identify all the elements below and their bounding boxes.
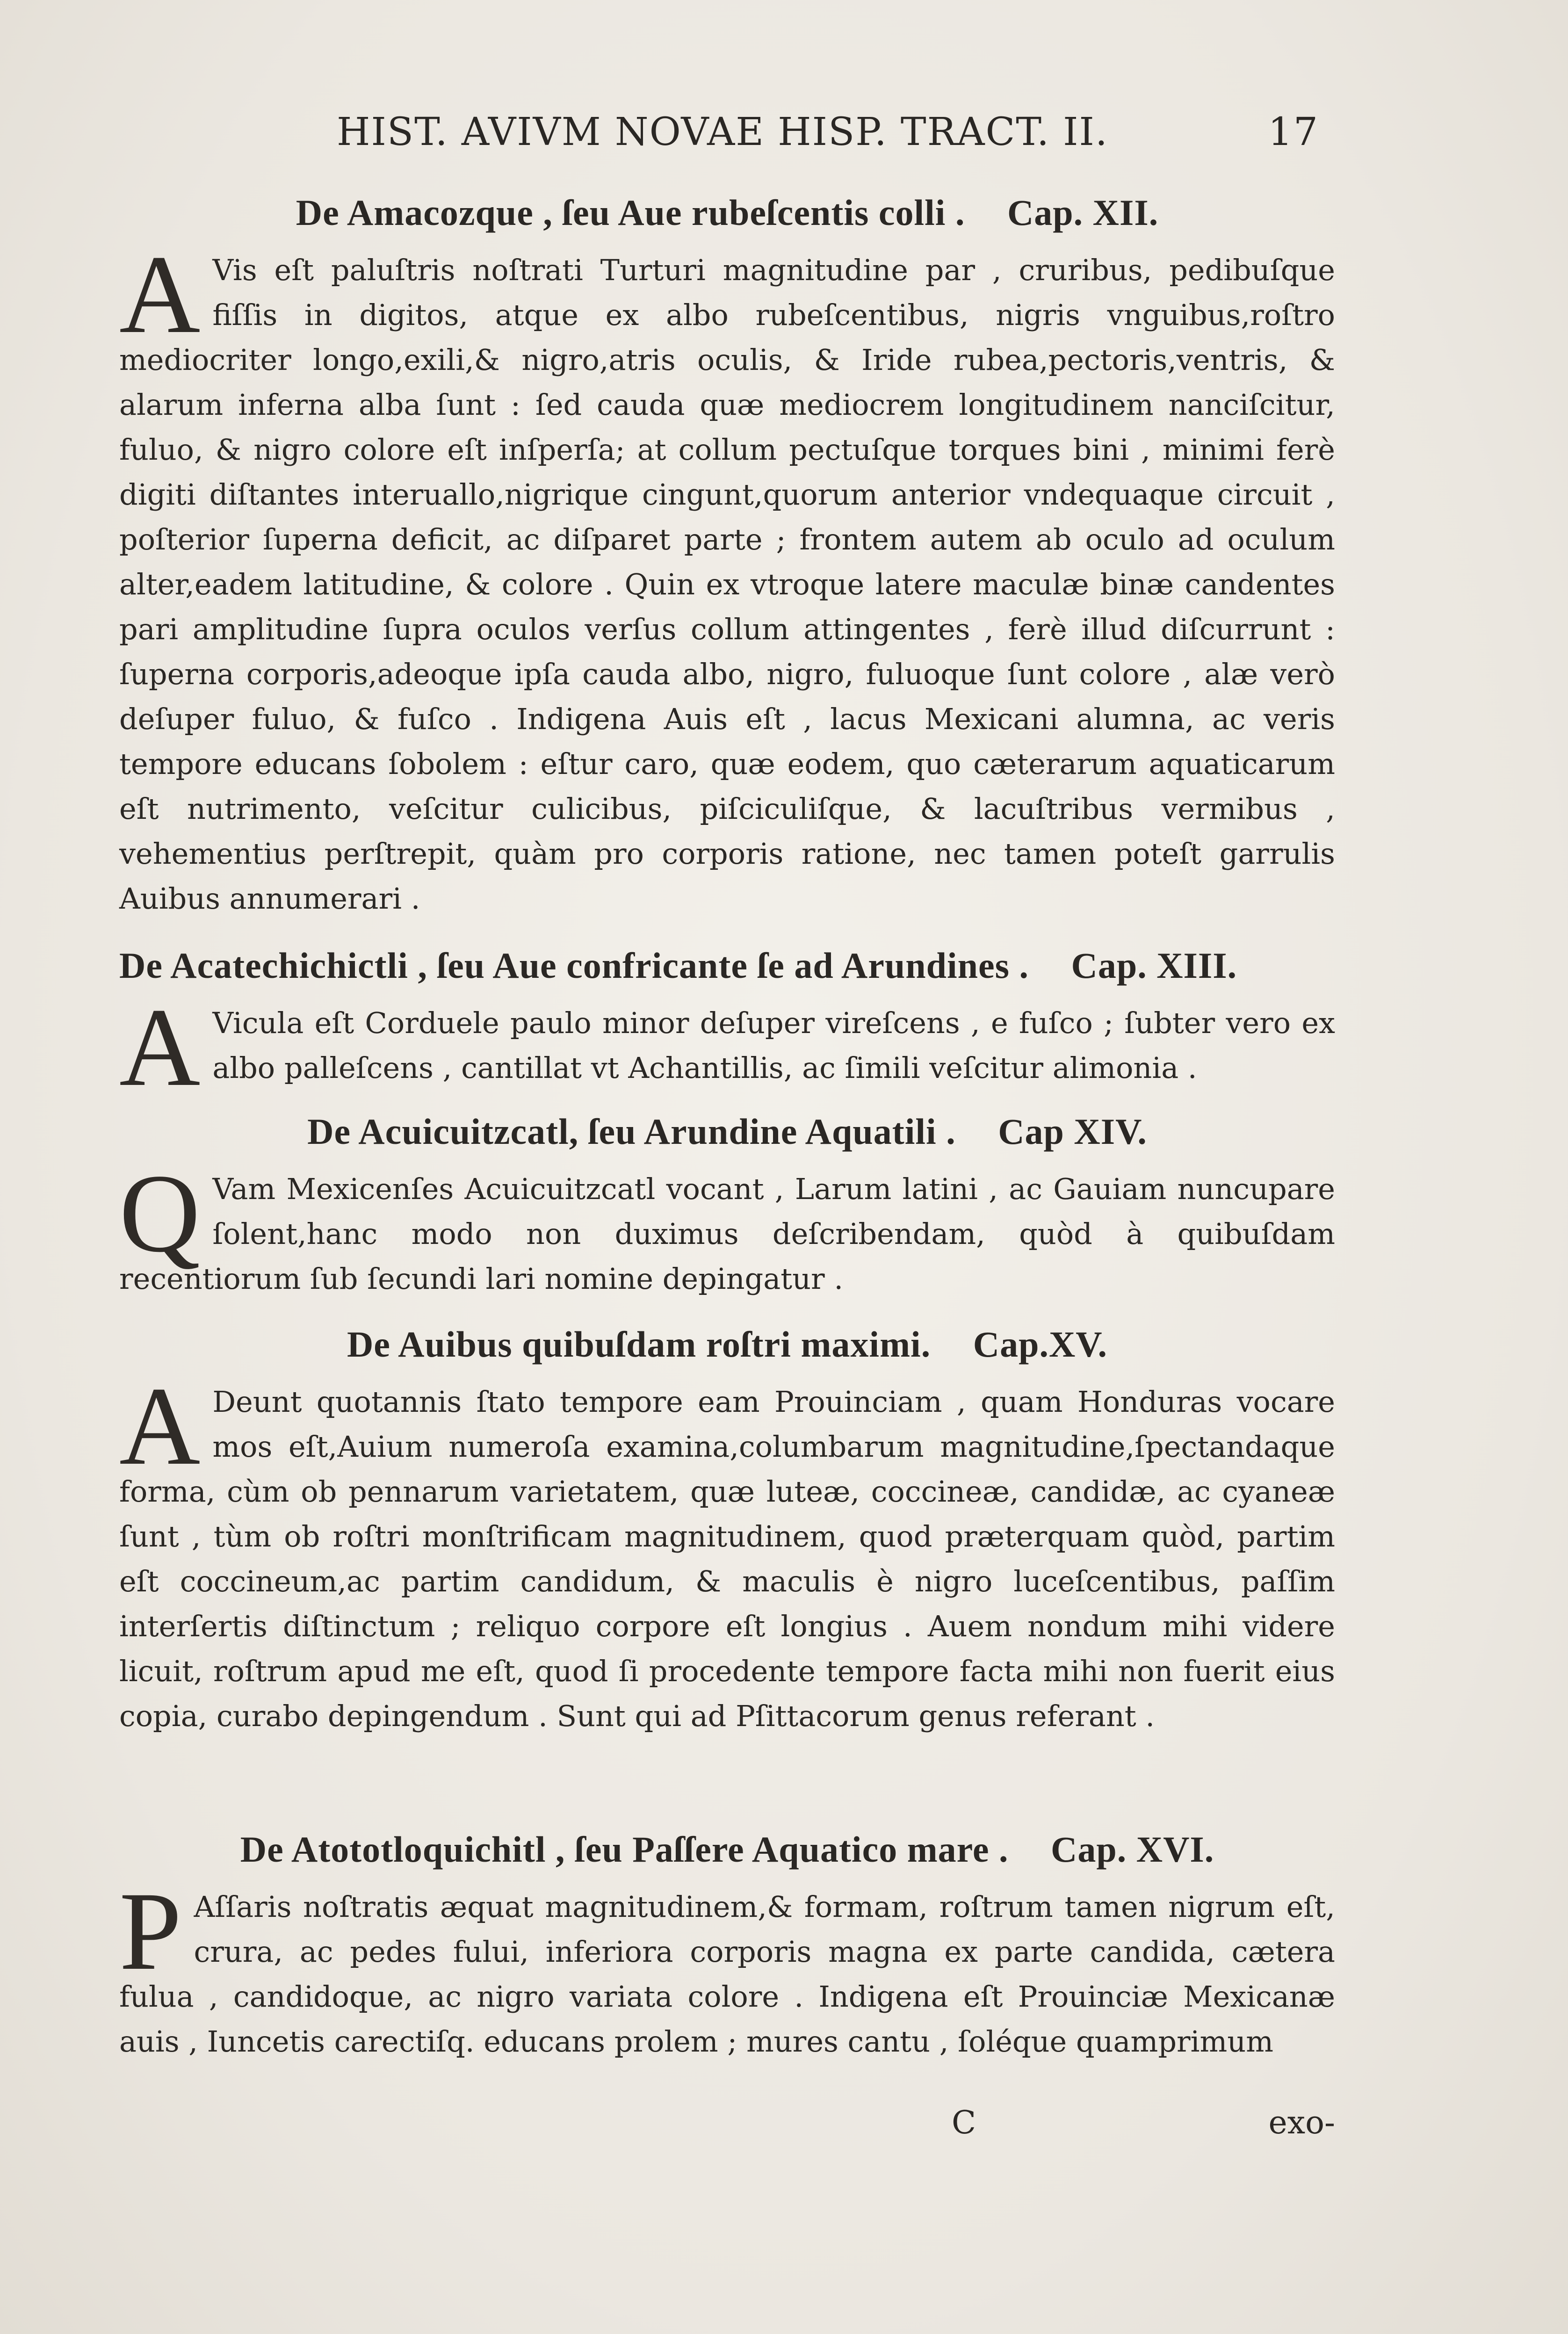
drop-cap: Q — [119, 1151, 201, 1275]
chapter-title — [119, 187, 1335, 238]
chapter-body — [119, 1869, 1335, 2064]
chapter-title-text: De Amacozque , ſeu Aue rubeſcentis colli . — [296, 192, 965, 233]
chapter-text: Deunt quotannis ſtato tempore eam Prouinciam , quam Honduras vocare mos eſt,Auium numeroſa examina,columbarum magnitudine,ſpectandaque forma, cùm ob pennarum varietatem, quæ luteæ, coccineæ, candidæ, ac cyaneæ ſunt , tùm ob roſtri monſtrificam magnitudinem, quod præterquam quòd, partim eſt coccineum,ac partim candidum, & maculis è nigro luceſcentibus, paſſim interſertis diſtinctum ; reliquo corpore eſt longius . Auem nondum mihi videre licuit, roſtrum apud me eſt, quod ſi procedente tempore facta mihi non fuerit eius copia, curabo depingendum . Sunt qui ad Pſittacorum genus referant . — [119, 1385, 1335, 1733]
chapter-xii — [119, 187, 1335, 921]
chapter-title-text: De Atototloquichitl , ſeu Paſſere Aquatico mare . — [240, 1829, 1009, 1870]
chapter-text: Vicula eſt Corduele paulo minor deſuper vireſcens , e fuſco ; ſubter vero ex albo palleſcens , cantillat vt Achantillis, ac ſimili veſcitur alimonia . — [212, 1006, 1335, 1085]
page-number: 17 — [1268, 110, 1319, 154]
chapter-title-text: De Acuicuitzcatl, ſeu Arundine Aquatili . — [307, 1111, 956, 1152]
chapter-title — [119, 940, 1335, 991]
chapter-number: Cap. XVI. — [1051, 1829, 1214, 1870]
catchword: exo- — [1268, 2104, 1335, 2141]
drop-cap: P — [119, 1869, 182, 1993]
running-title: HIST. AVIVM NOVAE HISP. TRACT. II. — [337, 110, 1108, 154]
signature-mark: C — [952, 2104, 976, 2141]
chapter-number: Cap. XII. — [1007, 192, 1159, 233]
chapter-number: Cap XIV. — [998, 1111, 1147, 1152]
chapter-xiv — [119, 1106, 1335, 1301]
chapter-body — [119, 232, 1335, 921]
chapter-xvi — [119, 1824, 1335, 2064]
chapter-number: Cap.XV. — [973, 1324, 1108, 1365]
chapter-title — [119, 1319, 1335, 1370]
drop-cap: A — [119, 232, 201, 356]
chapter-text: Vis eſt paluſtris noſtrati Turturi magnitudine par , cruribus, pedibuſque fiſſis in digitos, atque ex albo rubeſcentibus, nigris vnguibus,roſtro mediocriter longo,exili,& nigro,atris oculis, & Iride rubea,pectoris,ventris, & alarum inferna alba ſunt : ſed cauda quæ mediocrem longitudinem nanciſcitur, fuluo, & nigro colore eſt inſperſa; at collum pectuſque torques bini , minimi ferè digiti diſtantes interuallo,nigrique cingunt,quorum anterior vndequaque circuit , poſterior ſuperna deficit, ac diſparet parte ; frontem autem ab oculo ad oculum alter,eadem latitudine, & colore . Quin ex vtroque latere maculæ binæ candentes pari amplitudine ſupra oculos verſus collum attingentes , ferè illud diſcurrunt : ſuperna corporis,adeoque ipſa cauda albo, nigro, fuluoque ſunt colore , alæ verò deſuper fuluo, & fuſco . Indigena Auis eſt , lacus Mexicani alumna, ac veris tempore educans ſobolem : eſtur caro, quæ eodem, quo cæterarum aquaticarum eſt nutrimento, veſcitur culicibus, piſciculiſque, & lacuſtribus vermibus , vehementius perſtrepit, quàm pro corporis ratione, nec tamen poteſt garrulis Auibus annumerari . — [119, 253, 1335, 916]
chapter-title-text: De Acatechichictli , ſeu Aue confricante ſe ad Arundines . — [119, 945, 1029, 986]
chapter-text: Vam Mexicenſes Acuicuitzcatl vocant , Larum latini , ac Gauiam nuncupare ſolent,hanc modo non duximus deſcribendam, quòd à quibuſdam recentiorum ſub ſecundi lari nomine depingatur . — [119, 1172, 1335, 1296]
chapter-title — [119, 1106, 1335, 1157]
chapter-text: Aſſaris noſtratis æquat magnitudinem,& formam, roſtrum tamen nigrum eſt, crura, ac pedes fului, inferiora corporis magna ex parte candida, cætera fulua , candidoque, ac nigro variata colore . Indigena eſt Prouinciæ Mexicanæ auis , Iuncetis carectiſq. educans prolem ; mures cantu , ſoléque quamprimum — [119, 1890, 1335, 2059]
running-head — [337, 110, 1319, 154]
chapter-title-text: De Auibus quibuſdam roſtri maximi. — [347, 1324, 931, 1365]
chapter-body — [119, 1364, 1335, 1739]
chapter-title — [119, 1824, 1335, 1875]
chapter-number: Cap. XIII. — [1071, 945, 1237, 986]
chapter-body — [119, 1151, 1335, 1301]
drop-cap: A — [119, 985, 201, 1109]
chapter-body — [119, 985, 1335, 1109]
chapter-xiii — [119, 940, 1335, 1109]
chapter-xv — [119, 1319, 1335, 1739]
drop-cap: A — [119, 1364, 201, 1488]
